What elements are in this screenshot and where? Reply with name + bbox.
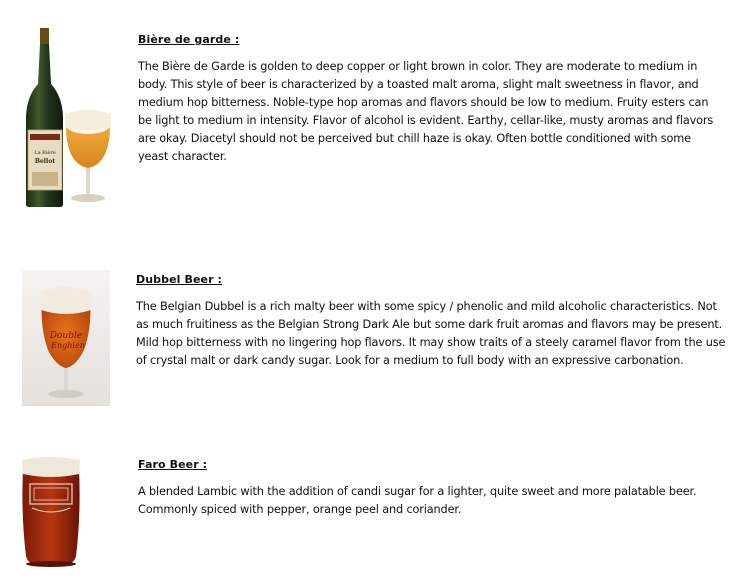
biere-de-garde-description: The Bière de Garde is golden to deep copper or light brown in color. They are moderate to medium in body. This style of beer is characterized by a toasted malt aroma, slight malt sweetness in flavor, and medium hop bitterness. Noble-type hop aromas and flavors should be low to medium. Fruity esters can be light to medium in intensity. Flavor of alcohol is evident. Earthy, cellar-like, musty aromas and flavors are okay. Diacetyl should not be perceived but chill haze is okay. Often bottle conditioned with some yeast character. xyxy=(138,60,714,163)
glass-label-line-2: Enghien xyxy=(51,341,85,350)
glass-label-line-1: Double xyxy=(49,331,83,341)
dubbel-beer-glass-image xyxy=(22,270,110,406)
dubbel-beer-heading: Dubbel Beer : xyxy=(136,273,223,286)
dubbel-beer-description: The Belgian Dubbel is a rich malty beer with some spicy / phenolic and mild alcoholic characteristics. Not as much fruitiness as the Belgian Strong Dark Ale but some dark fruit aromas and flavors may be present. Mild hop bitterness with no lingering hop flavors. It may show traits of a steely caramel flavor from the use of crystal malt or dark candy sugar. Look for a medium to full body with an expressive carbonation. xyxy=(136,300,726,367)
faro-beer-description: A blended Lambic with the addition of candi sugar for a lighter, quite sweet and more palatable beer. Commonly spiced with pepper, orange peel and coriander. xyxy=(138,485,697,516)
biere-de-garde-heading: Bière de garde : xyxy=(138,33,240,46)
faro-beer-heading: Faro Beer : xyxy=(138,458,208,471)
faro-beer-glass-image xyxy=(20,456,82,568)
bottle-label-line-1: La Bière xyxy=(34,150,56,156)
bottle-label-line-2: Bellot xyxy=(34,158,56,165)
biere-de-garde-bottle-and-glass-image xyxy=(18,26,122,210)
